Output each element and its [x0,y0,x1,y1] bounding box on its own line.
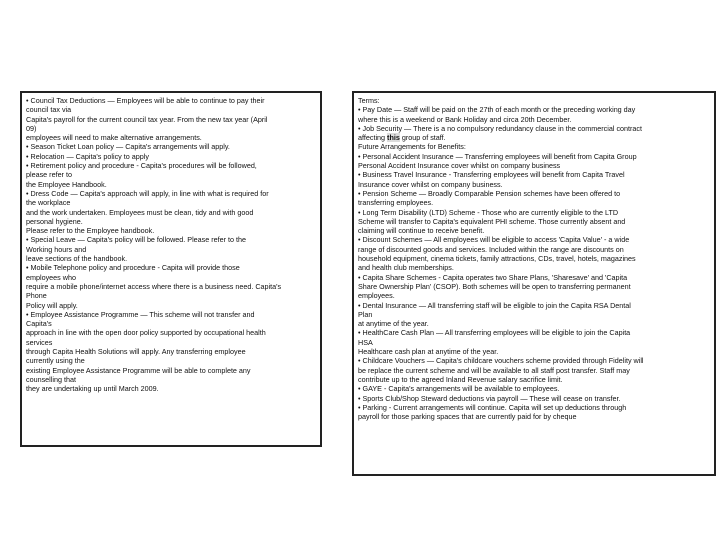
text-line: Plan [358,309,373,319]
text-line: and health club memberships. [358,263,454,273]
text-line: 09) [26,123,37,133]
text-line: transferring employees. [358,198,434,208]
text-line: • Dental Insurance — All transferring staff will be eligible to join the Capita RSA Dental [358,300,631,310]
text-line: counselling that [26,374,76,384]
text-line: employees who [26,272,76,282]
text-line: Terms: [358,96,380,105]
left-text-panel [20,91,322,447]
text-line: services [26,337,53,347]
text-line: • Job Security — There is a no compulsory redundancy clause in the commercial contract [358,123,643,133]
text-line: • Business Travel Insurance - Transferring employees will benefit from Capita Travel [358,170,625,180]
text-line: at anytime of the year. [358,319,429,329]
text-line: • Discount Schemes — All employees will be eligible to access 'Capita Value' - a wide [358,235,630,245]
text-line: • Relocation — Capita's policy to apply [26,151,149,161]
text-line: Scheme will transfer to Capita's equivalent PHI scheme. Those currently absent and [358,216,626,226]
text-line: be replace the current scheme and will be available to all staff post transfer. Staff may [358,365,630,375]
text-line: personal hygiene. [26,216,83,226]
text-line: claiming will continue to receive benefit. [358,226,485,236]
text-line: • Pension Scheme — Broadly Comparable Pension schemes have been offered to [358,188,621,198]
text-line: the workplace [26,198,71,208]
text-line: • Capita Share Schemes - Capita operates two Share Plans, 'Sharesave' and 'Capita [358,272,628,282]
text-line: employees. [358,291,395,301]
text-line: HSA [358,337,373,347]
text-line: they are undertaking up until March 2009. [26,384,159,394]
text-line: • GAYE - Capita's arrangements will be available to employees. [358,384,560,394]
text-line: through Capita Health Solutions will apply. Any transferring employee [26,347,246,357]
text-line: where this is a weekend or Bank Holiday and circa 20th December. [358,114,572,124]
text-line: • Pay Date — Staff will be paid on the 27th of each month or the preceding working day [358,105,636,115]
text-line: leave sections of the handbook. [26,254,128,264]
text-line: employees will need to make alternative arrangements. [26,133,202,143]
text-line: • Dress Code — Capita's approach will apply, in line with what is required for [26,188,269,198]
text-line: • Mobile Telephone policy and procedure - Capita will provide those [26,263,240,273]
text-line: Healthcare cash plan at anytime of the year. [358,347,499,357]
text-line: affecting this group of staff. [358,133,446,143]
text-line: Insurance cover whilst on company business. [358,179,503,189]
text-line: Share Ownership Plan' (CSOP). Both schemes will be open to transferring permanent [358,281,631,291]
text-line: council tax via [26,105,72,115]
text-line: Future Arrangements for Benefits: [358,142,466,152]
text-line: approach in line with the open door policy supported by occupational health [26,328,266,338]
text-line: the Employee Handbook. [26,179,107,189]
text-line: Policy will apply. [26,300,78,310]
text-line: currently using the [26,356,85,366]
text-line: Please refer to the Employee handbook. [26,226,155,236]
text-line: range of discounted goods and services. Included within the range are discounts on [358,244,624,254]
text-line: Working hours and [26,244,87,254]
text-line: household equipment, cinema tickets, family attractions, CDs, travel, hotels, magazines [358,254,636,264]
text-line: • Council Tax Deductions — Employees will be able to continue to pay their [26,96,265,105]
text-line: and the work undertaken. Employees must be clean, tidy and with good [26,207,254,217]
text-line: Capita's [26,319,52,329]
text-line: Personal Accident Insurance cover whilst on company business [358,161,561,171]
highlighted-word: this [387,133,400,143]
text-line: • Personal Accident Insurance — Transferring employees will benefit from Capita Group [358,151,637,161]
text-line: payroll for those parking spaces that are currently paid for by cheque [358,412,577,422]
text-line: • Childcare Vouchers — Capita's childcare vouchers scheme provided through Fidelity will [358,356,644,366]
text-line: • Sports Club/Shop Steward deductions via payroll — These will cease on transfer. [358,393,621,403]
text-line: • Parking - Current arrangements will continue. Capita will set up deductions through [358,402,627,412]
text-line: • Special Leave — Capita's policy will be followed. Please refer to the [26,235,247,245]
text-line: • Employee Assistance Programme — This scheme will not transfer and [26,309,255,319]
text-line: • Retirement policy and procedure - Capita's procedures will be followed, [26,161,257,171]
text-line: Capita's payroll for the current council tax year. From the new tax year (April [26,114,268,124]
text-line: Phone [26,291,47,301]
text-line: existing Employee Assistance Programme will be able to complete any [26,365,251,375]
right-text-panel [352,91,716,476]
text-line: • Season Ticket Loan policy — Capita's arrangements will apply. [26,142,230,152]
text-line: • HealthCare Cash Plan — All transferring employees will be eligible to join the Capita [358,328,631,338]
text-line: please refer to [26,170,72,180]
text-line: contribute up to the agreed Inland Revenue salary sacrifice limit. [358,374,563,384]
text-line: • Long Term Disability (LTD) Scheme - Those who are currently eligible to the LTD [358,207,619,217]
text-line: require a mobile phone/internet access where there is a business need. Capita's [26,281,282,291]
